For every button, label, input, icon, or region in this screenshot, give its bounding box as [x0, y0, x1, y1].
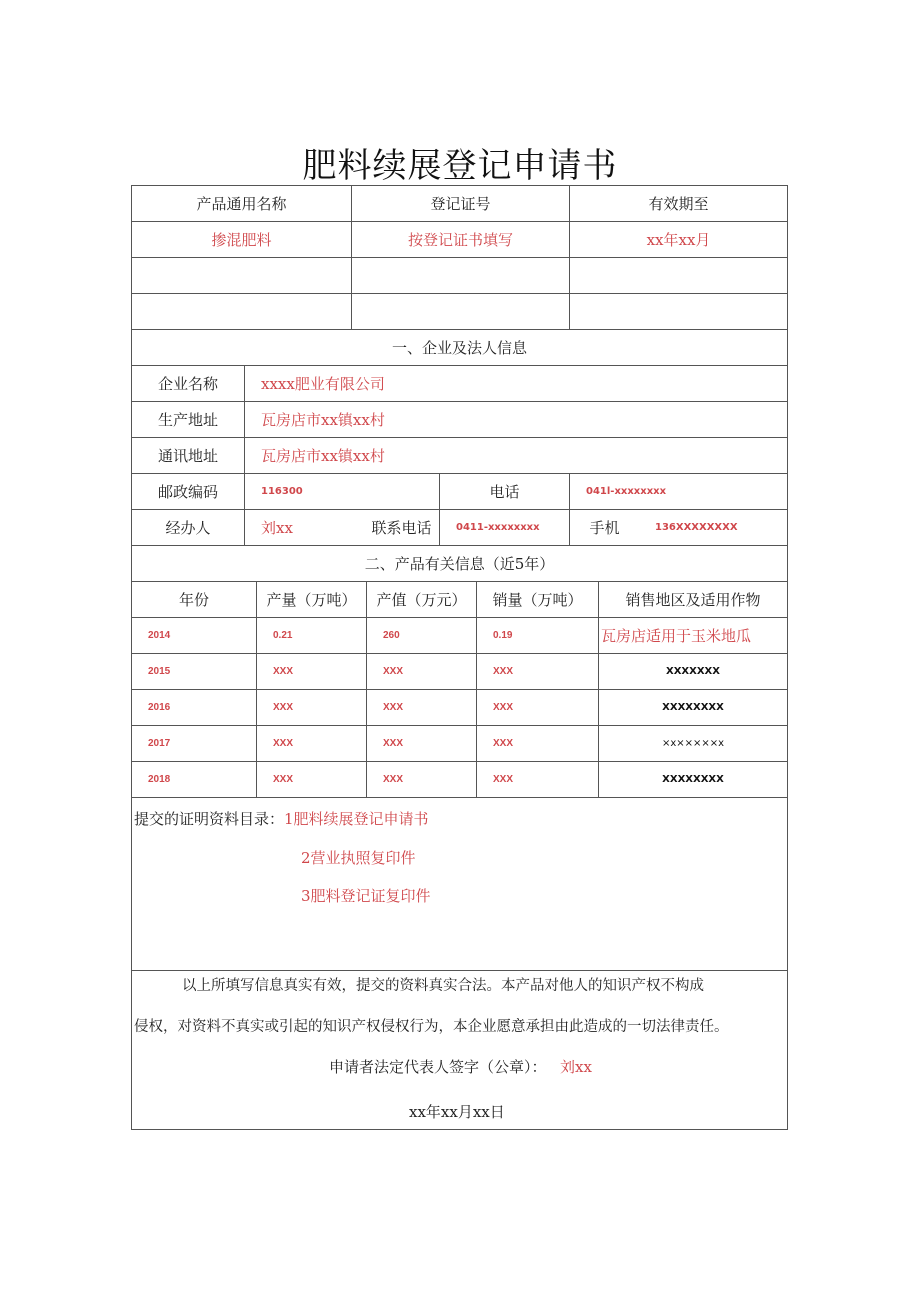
region-crop-cell[interactable]: ×x×××××x — [598, 726, 787, 761]
empty-cell[interactable] — [569, 294, 787, 329]
table-row — [132, 726, 787, 762]
year-cell[interactable]: 2015 — [148, 666, 171, 677]
company-name-row — [132, 366, 787, 402]
table-row — [132, 762, 787, 798]
document-title: 肥料续展登记申请书 — [302, 146, 618, 186]
product-table-header — [132, 582, 787, 618]
empty-cell[interactable] — [132, 294, 351, 329]
declaration-line-1: 以上所填写信息真实有效，提交的资料真实合法。本产品对他人的知识产权不构成 — [182, 978, 704, 994]
agent-contact-row — [132, 510, 787, 546]
contact-phone-label: 联系电话 — [371, 519, 432, 537]
product-name-header: 产品通用名称 — [196, 195, 287, 213]
signature-label: 申请者法定代表人签字（公章）： — [329, 1058, 547, 1076]
empty-cell[interactable] — [351, 294, 569, 329]
region-crop-cell[interactable]: XXXXXXX — [598, 654, 787, 689]
output-cell[interactable]: XXX — [256, 726, 366, 761]
phone-value[interactable]: 041l-xxxxxxxx — [569, 474, 787, 509]
declaration-section — [132, 971, 787, 1129]
sales-header: 销量（万吨） — [476, 582, 598, 617]
company-name-value[interactable]: xxxx肥业有限公司 — [244, 366, 787, 401]
region-crop-header: 销售地区及适用作物 — [598, 582, 787, 617]
document-item[interactable]: 2营业执照复印件 — [301, 849, 416, 867]
section-company-header — [132, 330, 787, 366]
mailing-address-row — [132, 438, 787, 474]
contact-phone-value[interactable]: 0411-xxxxxxxx — [439, 510, 569, 545]
product-name-value[interactable]: 掺混肥料 — [211, 231, 272, 249]
phone-label: 电话 — [439, 474, 569, 509]
document-item[interactable]: 3肥料登记证复印件 — [301, 887, 431, 905]
empty-cell[interactable] — [569, 258, 787, 293]
value-header: 产值（万元） — [366, 582, 476, 617]
empty-row — [132, 294, 787, 330]
document-item[interactable]: 1肥料续展登记申请书 — [284, 810, 429, 828]
mailing-address-value[interactable]: 瓦房店市xx镇xx村 — [244, 438, 787, 473]
agent-label: 经办人 — [165, 519, 211, 537]
reg-number-value[interactable]: 按登记证书填写 — [351, 222, 569, 257]
production-address-value[interactable]: 瓦房店市xx镇xx村 — [244, 402, 787, 437]
section-company-title: 一、企业及法人信息 — [391, 339, 527, 357]
postcode-phone-row — [132, 474, 787, 510]
declaration-line-2: 侵权，对资料不真实或引起的知识产权侵权行为，本企业愿意承担由此造成的一切法律责任。 — [134, 1019, 729, 1035]
section-product-title: 二、产品有关信息（近5年） — [364, 555, 555, 573]
application-form — [131, 185, 788, 1130]
product-value-row — [132, 222, 787, 258]
production-address-row — [132, 402, 787, 438]
output-cell[interactable]: XXX — [256, 654, 366, 689]
region-crop-cell[interactable]: XXXXXXXX — [598, 762, 787, 797]
documents-label: 提交的证明资料目录： — [134, 810, 285, 828]
agent-value[interactable]: 刘xx — [244, 510, 364, 545]
documents-section — [132, 798, 787, 971]
mailing-address-label: 通讯地址 — [157, 447, 218, 465]
year-header: 年份 — [178, 591, 209, 609]
product-header-row — [132, 186, 787, 222]
company-name-label: 企业名称 — [157, 375, 218, 393]
reg-number-header: 登记证号 — [351, 186, 569, 221]
declaration-date[interactable]: xx年xx月xx日 — [409, 1103, 505, 1121]
value-cell[interactable]: 260 — [366, 618, 476, 653]
output-cell[interactable]: 0.21 — [256, 618, 366, 653]
region-crop-cell[interactable]: 瓦房店适用于玉米地瓜 — [598, 618, 787, 653]
table-row — [132, 690, 787, 726]
region-crop-cell[interactable]: XXXXXXXX — [598, 690, 787, 725]
mobile-label: 手机 — [569, 510, 639, 545]
signature-value[interactable]: 刘xx — [560, 1058, 592, 1076]
sales-cell[interactable]: 0.19 — [476, 618, 598, 653]
value-cell[interactable]: XXX — [366, 762, 476, 797]
output-cell[interactable]: XXX — [256, 690, 366, 725]
postcode-value[interactable]: 116300 — [244, 474, 439, 509]
sales-cell[interactable]: XXX — [476, 726, 598, 761]
table-row — [132, 618, 787, 654]
valid-until-value[interactable]: xx年xx月 — [569, 222, 787, 257]
value-cell[interactable]: XXX — [366, 726, 476, 761]
postcode-label: 邮政编码 — [157, 483, 218, 501]
output-header: 产量（万吨） — [256, 582, 366, 617]
year-cell[interactable]: 2016 — [148, 702, 171, 713]
sales-cell[interactable]: XXX — [476, 690, 598, 725]
empty-cell[interactable] — [132, 258, 351, 293]
sales-cell[interactable]: XXX — [476, 762, 598, 797]
sales-cell[interactable]: XXX — [476, 654, 598, 689]
year-cell[interactable]: 2014 — [148, 630, 171, 641]
table-row — [132, 654, 787, 690]
value-cell[interactable]: XXX — [366, 654, 476, 689]
empty-row — [132, 258, 787, 294]
section-product-header — [132, 546, 787, 582]
production-address-label: 生产地址 — [157, 411, 218, 429]
output-cell[interactable]: XXX — [256, 762, 366, 797]
value-cell[interactable]: XXX — [366, 690, 476, 725]
year-cell[interactable]: 2017 — [148, 738, 171, 749]
year-cell[interactable]: 2018 — [148, 774, 171, 785]
empty-cell[interactable] — [351, 258, 569, 293]
valid-until-header: 有效期至 — [569, 186, 787, 221]
mobile-value[interactable]: 136XXXXXXXX — [655, 522, 738, 533]
